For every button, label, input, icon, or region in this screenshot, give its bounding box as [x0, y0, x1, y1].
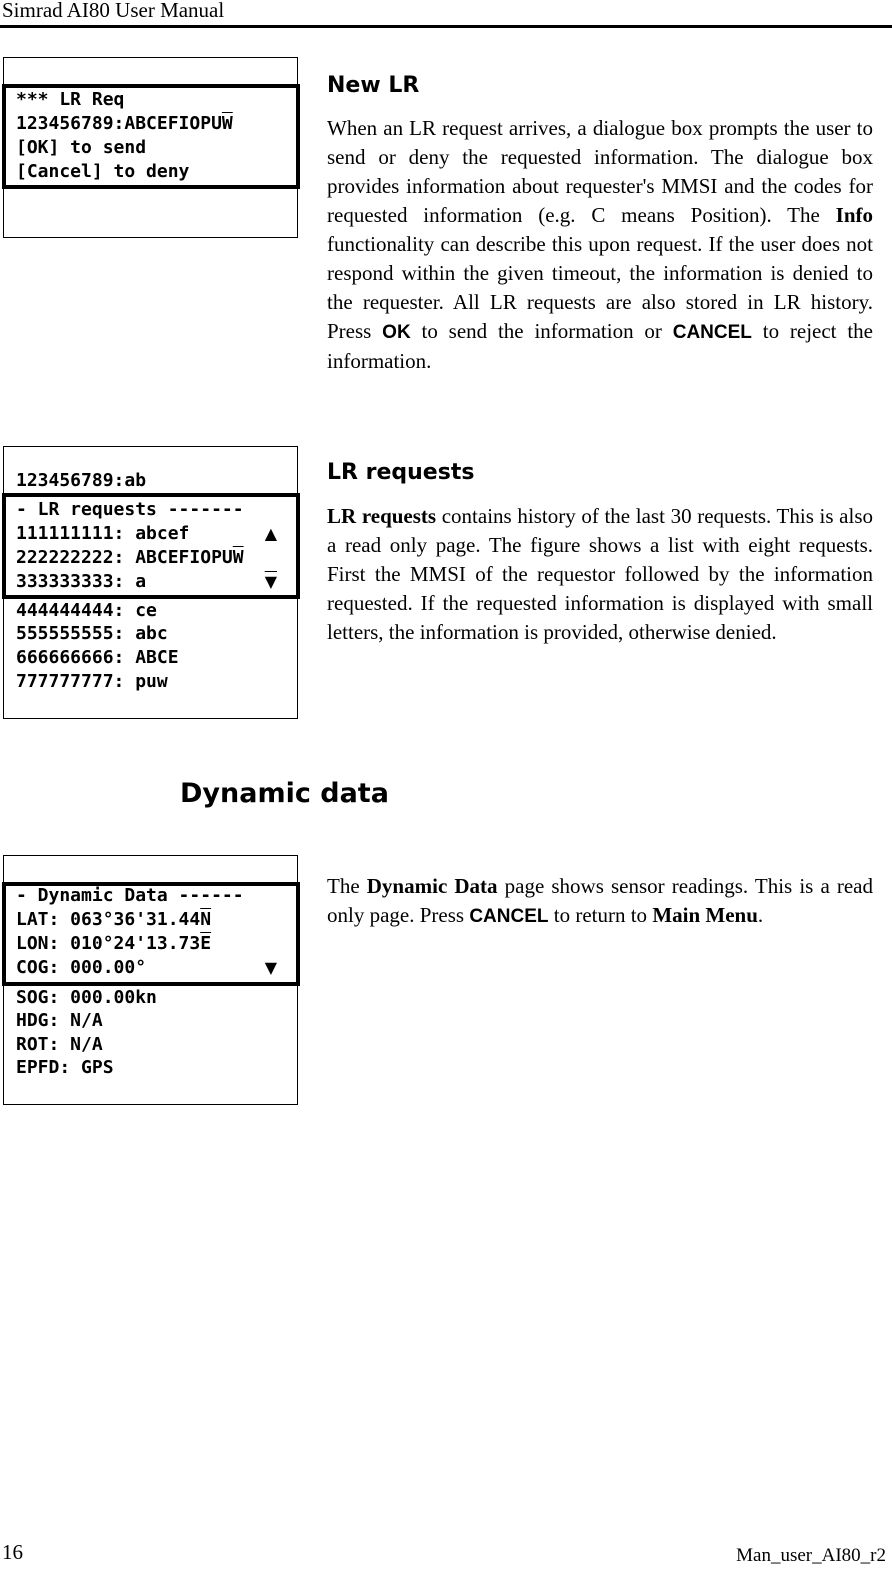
scroll-down-icon: ▼ — [264, 958, 277, 977]
section-heading-dynamic-data: Dynamic data — [180, 778, 389, 809]
screen-line: ROT: N/A — [16, 1034, 103, 1055]
lr-requests-paragraph: LR requests contains history of the last 30 requests. This is also a read only page. The figure shows a list with eight requests. First the MMSI of the requestor followed by the information requested. If the requested information is displayed with small letters, the information is provided, otherwise denied. — [327, 504, 873, 644]
header-title: Simrad AI80 User Manual — [2, 0, 225, 22]
screen-line: COG: 000.00° — [16, 957, 147, 978]
screen-line: 555555555: abc — [16, 623, 168, 644]
page-number: 16 — [2, 1540, 23, 1564]
scroll-up-icon: ▲ — [264, 524, 277, 543]
scroll-down-icon: ▼ — [264, 572, 277, 591]
header-rule — [0, 25, 892, 28]
dynamic-data-paragraph: The Dynamic Data page shows sensor readings. This is a read only page. Press CANCEL to return to Main Menu. — [327, 874, 874, 927]
screen-line: [OK] to send — [16, 137, 147, 158]
screen-line: 123456789:ab — [16, 470, 147, 491]
screen-line: *** LR Req — [16, 89, 125, 110]
new-lr-screen — [3, 57, 298, 238]
screen-line: SOG: 000.00kn — [16, 987, 157, 1008]
screen-line: - Dynamic Data ------ — [16, 885, 244, 906]
screen-line: $123456789:ABCEFIOPU\overline{W}$ — [16, 113, 233, 134]
screen-line: - LR requests ------- — [16, 499, 244, 520]
new-lr-paragraph: When an LR request arrives, a dialogue box prompts the user to send or deny the requested information. The dialogue box provides information about requester's MMSI and the codes for requested information (e.g. C means Position). The Info functionality can describe this upon request. If the user does not respond within the given timeout, the information is denied to the requester. All LR requests are also stored in LR history. Press OK to send the information or CANCEL to reject the information. — [327, 116, 873, 373]
screen-line: 111111111: abcef — [16, 523, 190, 544]
screen-line: HDG: N/A — [16, 1010, 103, 1031]
screen-line: LON: $010^\circ 24'13.73\overline{E}$ — [16, 933, 212, 954]
screen-line: LAT: $063^\circ 36'31.44\overline{N}$ — [16, 909, 212, 930]
section-heading-new-lr: New LR — [327, 73, 420, 98]
screen-line: 333333333: a — [16, 571, 147, 592]
screen-line: 666666666: ABCE — [16, 647, 179, 668]
document-id: Man_user_AI80_r2 — [736, 1545, 886, 1566]
screen-line: 777777777: puw — [16, 671, 168, 692]
screen-line: 222222222: $ABCEFIOPU\overline{W}$ — [16, 547, 244, 568]
screen-line: EPFD: GPS — [16, 1057, 114, 1078]
section-heading-lr-requests: LR requests — [327, 460, 475, 485]
screen-line: [Cancel] to deny — [16, 161, 190, 182]
screen-line: 444444444: ce — [16, 600, 157, 621]
dynamic-data-screen — [3, 855, 298, 1105]
lr-requests-screen — [3, 446, 298, 719]
